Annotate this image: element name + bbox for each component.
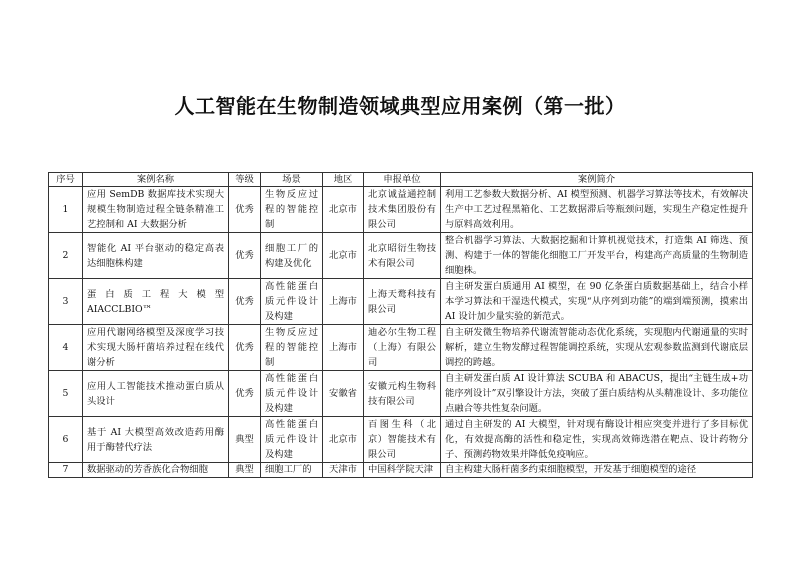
case-name: 蛋白质工程大模型 AIACCLBIO™ — [83, 279, 229, 325]
case-intro: 自主研发蛋白质通用 AI 模型，在 90 亿条蛋白质数据基础上，结合小样本学习算法和干湿迭代模式，实现“从序列到功能”的端到端预测，摸索出 AI 设计加少量实验的新范式。 — [441, 279, 753, 325]
case-region: 北京市 — [323, 187, 364, 233]
case-table — [48, 172, 753, 478]
table-header-row — [49, 173, 753, 187]
header-unit: 申报单位 — [364, 173, 441, 187]
case-name: 应用人工智能技术推动蛋白质从头设计 — [83, 371, 229, 417]
case-name: 基于 AI 大模型高效改造药用酶用于酶替代疗法 — [83, 417, 229, 463]
case-number: 6 — [49, 417, 83, 463]
case-scene: 高性能蛋白质元件设计及构建 — [261, 279, 323, 325]
case-unit: 安徽元构生物科技有限公司 — [364, 371, 441, 417]
case-scene: 细胞工厂的 — [261, 463, 323, 478]
case-unit: 上海天鹜科技有限公司 — [364, 279, 441, 325]
case-name: 智能化 AI 平台驱动的稳定高表达细胞株构建 — [83, 233, 229, 279]
case-intro: 通过自主研发的 AI 大模型，针对现有酶设计相应突变并进行了多目标优化，有效提高酶的活性和稳定性，实现高效筛选潜在靶点、设计药物分子、预测药物效果并降低免疫响应。 — [441, 417, 753, 463]
case-scene: 生物反应过程的智能控制 — [261, 187, 323, 233]
table-row — [49, 417, 753, 463]
case-region: 上海市 — [323, 325, 364, 371]
case-number: 4 — [49, 325, 83, 371]
case-scene: 生物反应过程的智能控制 — [261, 325, 323, 371]
case-grade: 优秀 — [229, 279, 261, 325]
case-grade: 优秀 — [229, 325, 261, 371]
case-intro: 整合机器学习算法、大数据挖掘和计算机视觉技术，打造集 AI 筛选、预测、构建于一体的智能化细胞工厂开发平台，构建高产高质量的生物制造细胞株。 — [441, 233, 753, 279]
case-intro: 自主研发微生物培养代谢流智能动态优化系统，实现胞内代谢通量的实时解析，建立生物发酵过程智能调控系统，实现从宏观参数监测到代谢底层调控的跨越。 — [441, 325, 753, 371]
case-number: 7 — [49, 463, 83, 478]
case-number: 5 — [49, 371, 83, 417]
case-unit: 北京昭衍生物技术有限公司 — [364, 233, 441, 279]
case-grade: 典型 — [229, 417, 261, 463]
case-grade: 典型 — [229, 463, 261, 478]
case-region: 北京市 — [323, 417, 364, 463]
case-scene: 细胞工厂的构建及优化 — [261, 233, 323, 279]
case-scene: 高性能蛋白质元件设计及构建 — [261, 371, 323, 417]
case-region: 天津市 — [323, 463, 364, 478]
case-grade: 优秀 — [229, 371, 261, 417]
header-intro: 案例简介 — [441, 173, 753, 187]
case-name: 数据驱动的芳香族化合物细胞 — [83, 463, 229, 478]
table-row — [49, 325, 753, 371]
case-scene: 高性能蛋白质元件设计及构建 — [261, 417, 323, 463]
header-scene: 场景 — [261, 173, 323, 187]
case-intro: 自主研发蛋白质 AI 设计算法 SCUBA 和 ABACUS，提出“主链生成+功能序列设计”双引擎设计方法，突破了蛋白质结构从头精准设计、多功能位点融合等共性复杂问题。 — [441, 371, 753, 417]
table-row — [49, 233, 753, 279]
page-title: 人工智能在生物制造领域典型应用案例（第一批） — [174, 94, 626, 118]
header-name: 案例名称 — [83, 173, 229, 187]
case-region: 北京市 — [323, 233, 364, 279]
case-grade: 优秀 — [229, 187, 261, 233]
case-intro: 自主构建大肠杆菌多约束细胞模型，开发基于细胞模型的途径 — [441, 463, 753, 478]
case-unit: 北京诚益通控制技术集团股份有限公司 — [364, 187, 441, 233]
table-row — [49, 371, 753, 417]
case-intro: 利用工艺参数大数据分析、AI 模型预测、机器学习算法等技术，有效解决生产中工艺过程黑箱化、工艺数据滞后等瓶颈问题，实现生产稳定性提升与原料高效利用。 — [441, 187, 753, 233]
table-row — [49, 279, 753, 325]
case-grade: 优秀 — [229, 233, 261, 279]
header-no: 序号 — [49, 173, 83, 187]
case-region: 安徽省 — [323, 371, 364, 417]
case-unit: 迪必尔生物工程（上海）有限公司 — [364, 325, 441, 371]
case-region: 上海市 — [323, 279, 364, 325]
case-number: 2 — [49, 233, 83, 279]
case-name: 应用 SemDB 数据库技术实现大规模生物制造过程全链条精准工艺控制和 AI 大数据分析 — [83, 187, 229, 233]
case-number: 1 — [49, 187, 83, 233]
case-name: 应用代谢网络模型及深度学习技术实现大肠杆菌培养过程在线代谢分析 — [83, 325, 229, 371]
header-grade: 等级 — [229, 173, 261, 187]
header-region: 地区 — [323, 173, 364, 187]
case-unit: 百图生科（北京）智能技术有限公司 — [364, 417, 441, 463]
table-row — [49, 187, 753, 233]
table-row — [49, 463, 753, 478]
case-unit: 中国科学院天津 — [364, 463, 441, 478]
case-number: 3 — [49, 279, 83, 325]
